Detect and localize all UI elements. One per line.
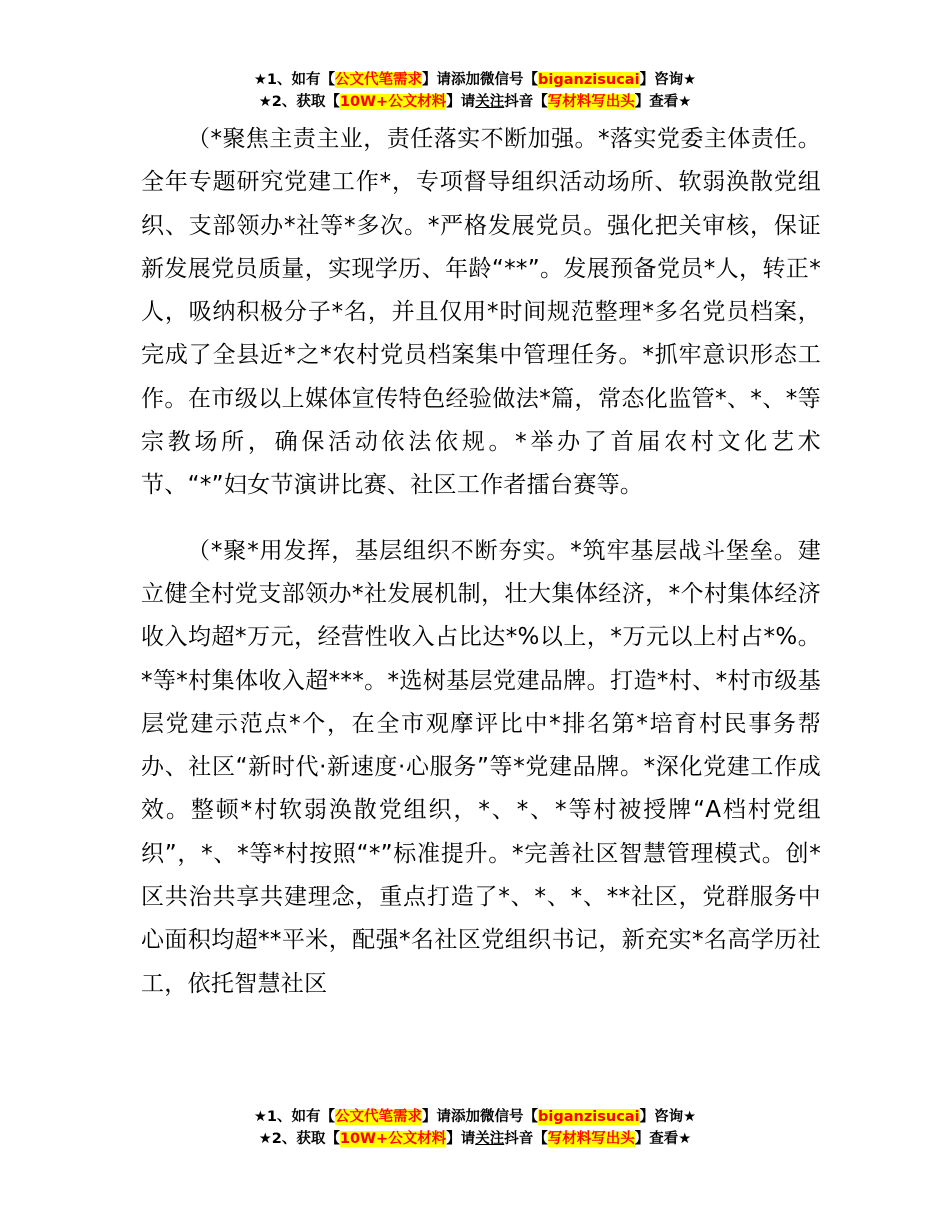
body-paragraph-1: （*聚焦主责主业，责任落实不断加强。*落实党委主体责任。全年专题研究党建工作*，专项督导组织活动场所、软弱涣散党组织、支部领办*社等*多次。*严格发展党员。强化把关审核，保证新发展党员质量，实现学历、年龄“**”。发展预备党员*人，转正*人，吸纳积极分子*名，并且仅用*时间规范整理*多名党员档案，完成了全县近*之*农村党员档案集中管理任务。*抓牢意识形态工作。在市级以上媒体宣传特色经验做法*篇，常态化监管*、*、*等宗教场所，确保活动依法依规。*举办了首届农村文化艺术节、“*”妇女节演讲比赛、社区工作者擂台赛等。 (141, 126, 821, 499)
banner-text: 抖音【 (504, 1131, 548, 1147)
footer-banner (0, 1106, 950, 1150)
banner-text: 】咨询★ (639, 1109, 697, 1125)
banner-line-2 (0, 91, 950, 113)
banner-follow-underlined: 关注 (475, 1131, 505, 1147)
banner-line-1 (0, 1106, 950, 1128)
banner-highlight-wechat: biganzisucai (538, 1109, 640, 1125)
banner-line-1 (0, 69, 950, 91)
banner-text: ★1、如有【 (253, 72, 336, 88)
banner-follow-underlined: 关注 (475, 94, 505, 110)
banner-text: 】咨询★ (639, 72, 697, 88)
banner-text: ★2、获取【 (258, 1131, 340, 1147)
banner-highlight-service: 公文代笔需求 (335, 1109, 423, 1125)
banner-highlight-account: 写材料写出头 (547, 94, 635, 110)
banner-text: 】请 (446, 94, 476, 110)
banner-highlight-wechat: biganzisucai (538, 72, 640, 88)
banner-highlight-material: 10W+公文材料 (339, 1131, 447, 1147)
banner-text: 】查看★ (634, 94, 692, 110)
banner-text: 】请 (446, 1131, 476, 1147)
banner-highlight-service: 公文代笔需求 (335, 72, 423, 88)
body-paragraph-2: （*聚*用发挥，基层组织不断夯实。*筑牢基层战斗堡垒。建立健全村党支部领办*社发展机制，壮大集体经济，*个村集体经济收入均超*万元，经营性收入占比达*%以上，*万元以上村占*%。*等*村集体收入超***。*选树基层党建品牌。打造*村、*村市级基层党建示范点*个，在全市观摩评比中*排名第*培育村民事务帮办、社区“新时代·新速度·心服务”等*党建品牌。*深化党建工作成效。整顿*村软弱涣散党组织，*、*、*等村被授牌“A档村党组织”，*、*等*村按照“*”标准提升。*完善社区智慧管理模式。创*区共治共享共建理念，重点打造了*、*、*、**社区，党群服务中心面积均超**平米，配强*名社区党组织书记，新充实*名高学历社工，依托智慧社区 (141, 537, 821, 997)
banner-text: 】请添加微信号【 (422, 1109, 539, 1125)
banner-line-2 (0, 1128, 950, 1150)
banner-text: 】查看★ (634, 1131, 692, 1147)
header-banner (0, 69, 950, 113)
banner-text: 】请添加微信号【 (422, 72, 539, 88)
banner-text: ★2、获取【 (258, 94, 340, 110)
document-body (141, 118, 821, 1006)
banner-highlight-account: 写材料写出头 (547, 1131, 635, 1147)
banner-highlight-material: 10W+公文材料 (339, 94, 447, 110)
banner-text: 抖音【 (504, 94, 548, 110)
banner-text: ★1、如有【 (253, 1109, 336, 1125)
